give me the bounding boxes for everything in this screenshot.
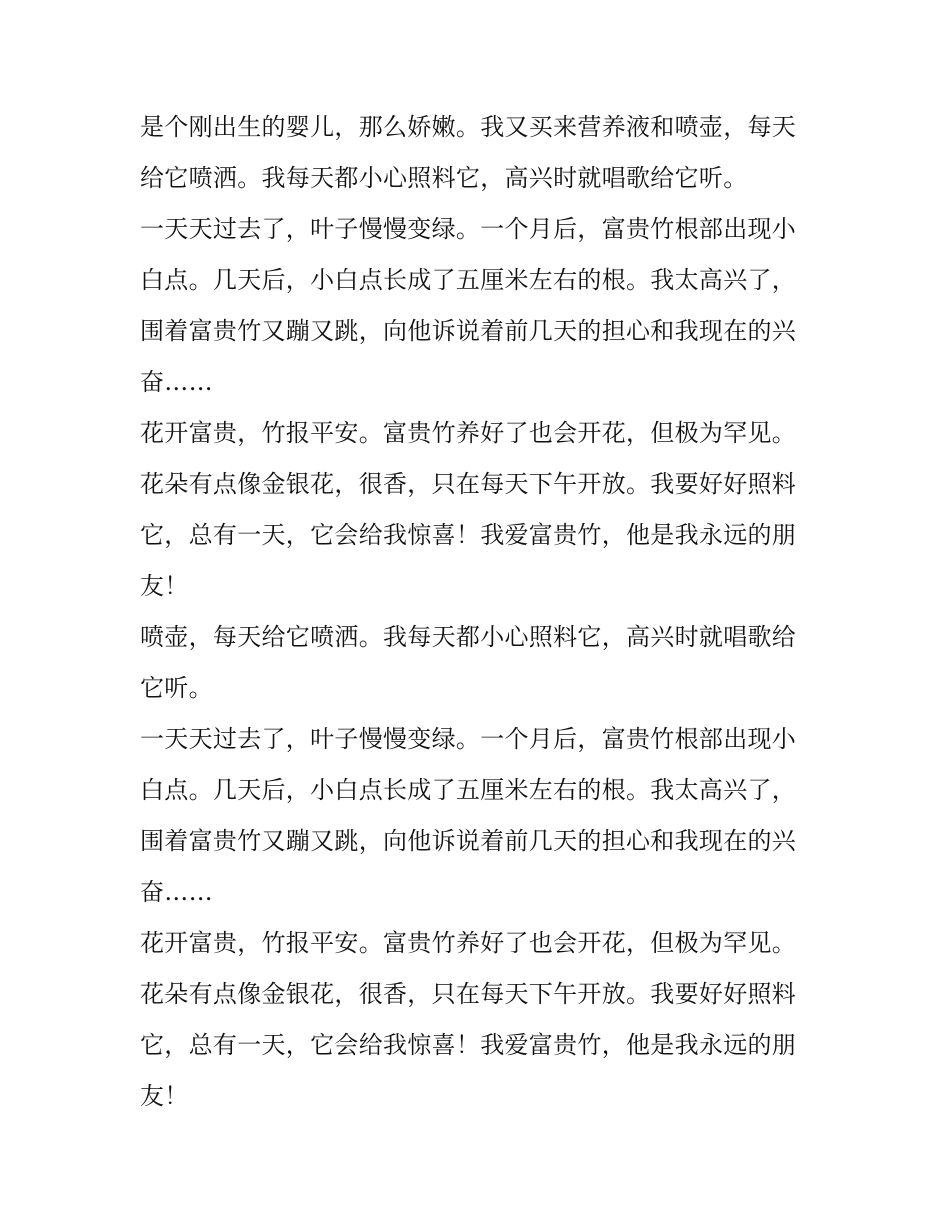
text-line: 它，总有一天，它会给我惊喜！我爱富贵竹，他是我永远的朋 [140,1031,797,1059]
text-line: 友！ [140,1082,189,1110]
text-line: 白点。几天后，小白点长成了五厘米左右的根。我太高兴了， [140,266,797,294]
text-line: 友！ [140,572,189,600]
text-line: 白点。几天后，小白点长成了五厘米左右的根。我太高兴了， [140,776,797,804]
text-line: 花朵有点像金银花，很香，只在每天下午开放。我要好好照料 [140,470,797,498]
text-line: 奋…… [140,368,213,396]
text-line: 围着富贵竹又蹦又跳，向他诉说着前几天的担心和我现在的兴 [140,317,797,345]
text-line: 围着富贵竹又蹦又跳，向他诉说着前几天的担心和我现在的兴 [140,827,797,855]
text-line: 喷壶，每天给它喷洒。我每天都小心照料它，高兴时就唱歌给 [140,623,797,651]
text-line: 奋…… [140,878,213,906]
text-line: 一天天过去了，叶子慢慢变绿。一个月后，富贵竹根部出现小 [140,215,797,243]
document-body [140,102,820,1122]
text-line: 花开富贵，竹报平安。富贵竹养好了也会开花，但极为罕见。 [140,419,797,447]
text-line: 花朵有点像金银花，很香，只在每天下午开放。我要好好照料 [140,980,797,1008]
text-line: 一天天过去了，叶子慢慢变绿。一个月后，富贵竹根部出现小 [140,725,797,753]
text-line: 它，总有一天，它会给我惊喜！我爱富贵竹，他是我永远的朋 [140,521,797,549]
text-line: 是个刚出生的婴儿，那么娇嫩。我又买来营养液和喷壶，每天 [140,113,797,141]
text-line: 花开富贵，竹报平安。富贵竹养好了也会开花，但极为罕见。 [140,929,797,957]
text-line: 它听。 [140,674,213,702]
text-line: 给它喷洒。我每天都小心照料它，高兴时就唱歌给它听。 [140,164,748,192]
